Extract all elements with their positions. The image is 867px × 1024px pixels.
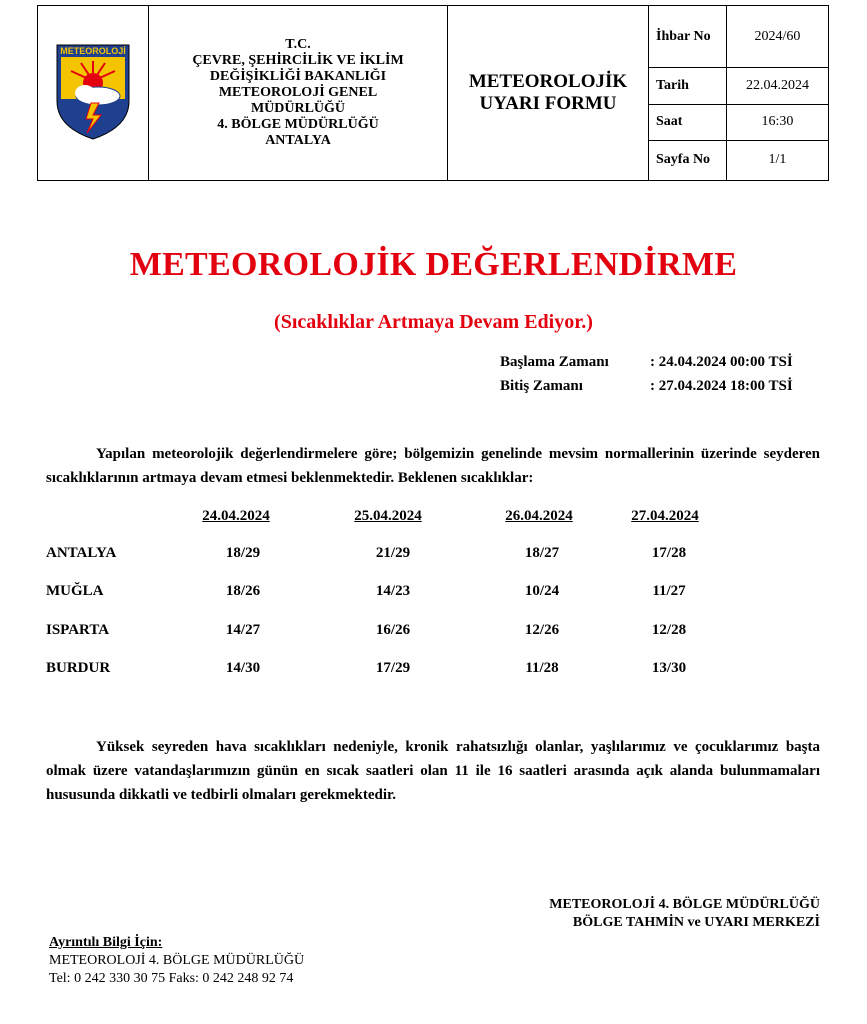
- city-name: ISPARTA: [46, 622, 110, 638]
- start-time-label: Başlama Zamanı: [500, 354, 609, 370]
- ihbar-value: 2024/60: [727, 6, 829, 68]
- ministry-line: ANTALYA: [265, 133, 331, 148]
- footer-contact-line: Tel: 0 242 330 30 75 Faks: 0 242 248 92 74: [49, 971, 294, 986]
- sayfa-value: 1/1: [727, 140, 829, 180]
- warning-paragraph: Yüksek seyreden hava sıcaklıkları nedeniyle, kronik rahatsızlığı olanlar, yaşlılarımız ve çocuklarımız başta olmak üzere vatandaşlarımızın günün en sıcak saatleri olan 11 ile 16 saatleri arasında açık alanda bulunmamaları hususunda dikkatli ve tedbirli olmaları gerekmektedir.: [46, 739, 820, 803]
- logo-text: METEOROLOJİ: [60, 45, 126, 56]
- tarih-value: 22.04.2024: [727, 68, 829, 104]
- ministry-cell: [149, 6, 448, 181]
- temp-cell: 11/28: [525, 660, 559, 676]
- page-title: METEOROLOJİK DEĞERLENDİRME: [129, 246, 738, 283]
- signature-line: METEOROLOJİ 4. BÖLGE MÜDÜRLÜĞÜ: [549, 897, 820, 912]
- tarih-label: Tarih: [649, 68, 727, 104]
- saat-label: Saat: [649, 104, 727, 140]
- city-name: ANTALYA: [46, 545, 117, 561]
- city-name: BURDUR: [46, 660, 111, 676]
- saat-value: 16:30: [727, 104, 829, 140]
- temp-cell: 18/26: [225, 583, 261, 599]
- temp-cell: 16/26: [375, 622, 411, 638]
- temp-cell: 12/26: [524, 622, 560, 638]
- ministry-line: T.C.: [285, 37, 311, 52]
- temp-cell: 10/24: [524, 583, 560, 599]
- ministry-line: MÜDÜRLÜĞÜ: [250, 101, 346, 116]
- ihbar-label: İhbar No: [649, 6, 727, 68]
- page-subtitle: (Sıcaklıklar Artmaya Devam Ediyor.): [274, 311, 593, 333]
- footer-heading: Ayrıntılı Bilgi İçin:: [49, 935, 163, 950]
- intro-paragraph: Yapılan meteorolojik değerlendirmelere göre; bölgemizin genelinde mevsim normallerinin üzerinde seyderen sıcaklıklarının artmaya devam etmesi beklenmektedir. Beklenen sıcaklıklar:: [46, 446, 820, 486]
- sayfa-label: Sayfa No: [649, 140, 727, 180]
- temp-cell: 18/27: [524, 545, 560, 561]
- ministry-line: ÇEVRE, ŞEHİRCİLİK VE İKLİM: [192, 53, 404, 68]
- temp-cell: 12/28: [651, 622, 687, 638]
- end-time-value: : 27.04.2024 18:00 TSİ: [650, 378, 793, 394]
- temp-cell: 18/29: [225, 545, 261, 561]
- end-time-label: Bitiş Zamanı: [500, 378, 583, 394]
- footer-org: METEOROLOJİ 4. BÖLGE MÜDÜRLÜĞÜ: [49, 953, 305, 968]
- form-title-line: UYARI FORMU: [479, 93, 617, 114]
- form-title-cell: [448, 6, 649, 181]
- date-header: 26.04.2024: [505, 508, 573, 524]
- temp-cell: 14/23: [375, 583, 411, 599]
- footer-contact: [49, 934, 304, 988]
- meteoroloji-logo: [53, 41, 133, 141]
- temp-cell: 17/29: [375, 660, 411, 676]
- signature-line: BÖLGE TAHMİN ve UYARI MERKEZİ: [572, 915, 820, 930]
- temp-cell: 14/30: [225, 660, 261, 676]
- logo-cell: [38, 6, 149, 181]
- header-table: [37, 5, 829, 181]
- temp-cell: 17/28: [651, 545, 687, 561]
- ministry-line: 4. BÖLGE MÜDÜRLÜĞÜ: [217, 117, 379, 132]
- start-time-value: : 24.04.2024 00:00 TSİ: [650, 354, 793, 370]
- temp-cell: 11/27: [652, 583, 686, 599]
- form-title-line: METEOROLOJİK: [468, 71, 628, 92]
- ministry-line: DEĞİŞİKLİĞİ BAKANLIĞI: [209, 69, 387, 84]
- city-name: MUĞLA: [46, 583, 104, 599]
- date-header: 25.04.2024: [354, 508, 422, 524]
- temp-cell: 14/27: [225, 622, 261, 638]
- temp-cell: 13/30: [651, 660, 687, 676]
- temp-cell: 21/29: [375, 545, 411, 561]
- ministry-line: METEOROLOJİ GENEL: [218, 85, 378, 100]
- signature-block: [549, 896, 820, 932]
- date-header: 27.04.2024: [631, 508, 699, 524]
- date-header: 24.04.2024: [202, 508, 270, 524]
